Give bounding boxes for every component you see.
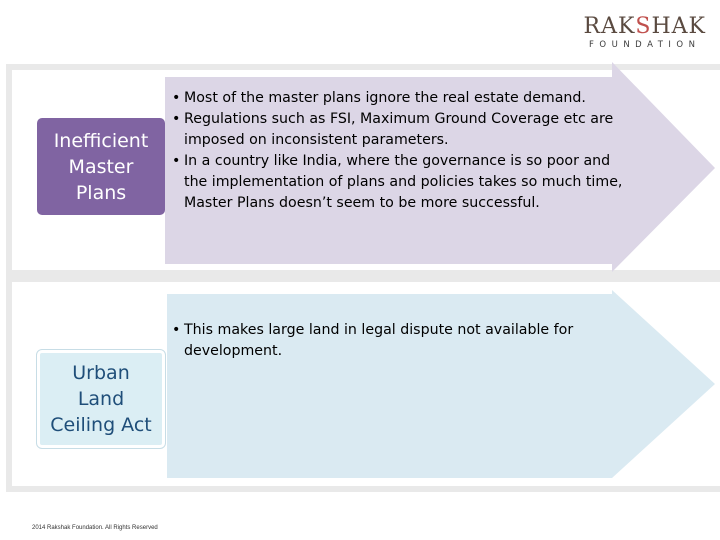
row-1-label-line-1: Inefficient — [53, 129, 149, 152]
row-1-label-line-3: Plans — [75, 181, 127, 204]
row-1-bullet-3: • In a country like India, where the governance is so poor and the implementation of plans and policies takes so much time, Master Plans doesn’t seem to be more successful. — [172, 151, 632, 214]
row-1-label — [37, 118, 165, 215]
row-1-bullets — [172, 88, 632, 214]
row-2-label-line-3: Ceiling Act — [50, 414, 152, 436]
logo-wordmark: RAKSHAK — [583, 14, 706, 39]
row-1-bullet-1: • Most of the master plans ignore the real estate demand. — [172, 88, 632, 109]
row-1-label-line-2: Master — [68, 155, 134, 178]
logo-subtitle: FOUNDATION — [589, 40, 701, 50]
row-2-label-line-2: Land — [77, 388, 125, 410]
row-2-bullets — [172, 320, 632, 362]
row-2-label-line-1: Urban — [72, 362, 130, 384]
footer-copyright: 2014 Rakshak Foundation. All Rights Reserved — [32, 525, 158, 531]
row-2-bullet-1: • This makes large land in legal dispute not available for development. — [172, 320, 632, 362]
row-2-label — [37, 350, 165, 448]
row-1-bullet-2: • Regulations such as FSI, Maximum Ground Coverage etc are imposed on inconsistent parameters. — [172, 109, 632, 151]
row-2-arrow — [167, 290, 715, 478]
